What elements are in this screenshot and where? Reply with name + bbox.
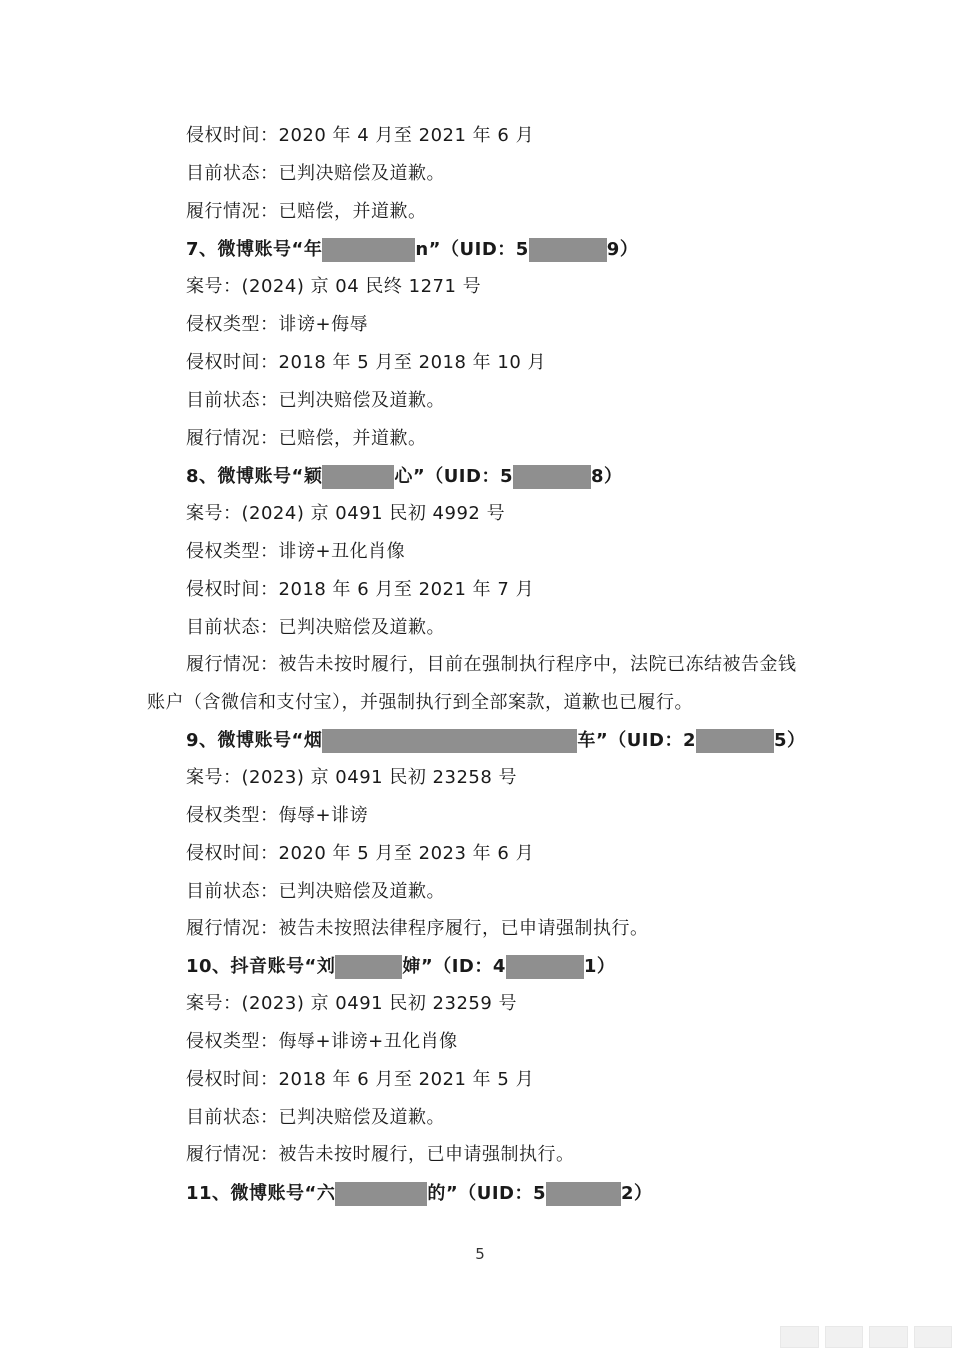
scanner-watermark <box>780 1326 952 1348</box>
text-line: 目前状态：已判决赔偿及道歉。 <box>186 390 445 411</box>
text-line: 案号：(2023) 京 0491 民初 23258 号 <box>186 767 518 788</box>
text-line: 侵权类型：诽谤+丑化肖像 <box>186 541 406 562</box>
redaction-bar <box>529 238 607 262</box>
case-heading-7 <box>186 236 638 264</box>
watermark-block <box>780 1326 819 1348</box>
watermark-block <box>914 1326 953 1348</box>
redaction-bar <box>322 465 394 489</box>
redaction-bar <box>546 1182 621 1206</box>
text-line: 侵权时间：2018 年 6 月至 2021 年 7 月 <box>186 579 535 600</box>
case-heading-8 <box>186 463 623 491</box>
heading-prefix: 8、微博账号“颖 <box>186 466 323 487</box>
text-line: 目前状态：已判决赔偿及道歉。 <box>186 617 445 638</box>
text-line: 侵权时间：2018 年 6 月至 2021 年 5 月 <box>186 1069 535 1090</box>
heading-prefix: 10、抖音账号“刘 <box>186 956 336 977</box>
watermark-block <box>825 1326 864 1348</box>
heading-suffix: 1） <box>583 956 616 977</box>
heading-prefix: 9、微博账号“烟 <box>186 730 323 751</box>
redaction-bar <box>696 729 774 753</box>
text-line: 目前状态：已判决赔偿及道歉。 <box>186 1107 445 1128</box>
text-line: 履行情况：被告未按时履行，目前在强制执行程序中，法院已冻结被告金钱 <box>186 654 797 675</box>
text-line: 侵权类型：侮辱+诽谤+丑化肖像 <box>186 1031 458 1052</box>
text-line: 目前状态：已判决赔偿及道歉。 <box>186 163 445 184</box>
text-line: 履行情况：已赔偿，并道歉。 <box>186 428 427 449</box>
heading-suffix: 2） <box>621 1183 653 1204</box>
redaction-bar <box>335 1182 427 1206</box>
heading-mid: 婶”（ID：4 <box>402 956 506 977</box>
text-line: 案号：(2024) 京 04 民终 1271 号 <box>186 276 482 297</box>
heading-suffix: 9） <box>606 239 639 260</box>
watermark-block <box>869 1326 908 1348</box>
case-heading-10 <box>186 953 615 981</box>
heading-suffix: 8） <box>590 466 623 487</box>
text-line: 侵权时间：2018 年 5 月至 2018 年 10 月 <box>186 352 547 373</box>
heading-mid: 心”（UID：5 <box>394 466 513 487</box>
redaction-bar <box>322 729 577 753</box>
heading-mid: 的”（UID：5 <box>427 1183 546 1204</box>
text-line: 案号：(2024) 京 0491 民初 4992 号 <box>186 503 506 524</box>
redaction-bar <box>513 465 591 489</box>
case-heading-11 <box>186 1180 653 1208</box>
text-line: 案号：(2023) 京 0491 民初 23259 号 <box>186 993 518 1014</box>
page-number: 5 <box>475 1245 485 1263</box>
redaction-bar <box>335 955 402 979</box>
heading-suffix: 5） <box>773 730 806 751</box>
heading-prefix: 11、微博账号“六 <box>186 1183 336 1204</box>
heading-mid: 车”（UID：2 <box>577 730 696 751</box>
text-line: 侵权类型：诽谤+侮辱 <box>186 314 369 335</box>
text-line: 履行情况：被告未按照法律程序履行，已申请强制执行。 <box>186 918 649 939</box>
heading-mid: n”（UID：5 <box>415 239 529 260</box>
redaction-bar <box>322 238 415 262</box>
heading-prefix: 7、微博账号“年 <box>186 239 323 260</box>
redaction-bar <box>506 955 584 979</box>
text-line: 履行情况：被告未按时履行，已申请强制执行。 <box>186 1144 575 1165</box>
text-line: 侵权时间：2020 年 4 月至 2021 年 6 月 <box>186 125 535 146</box>
case-heading-9 <box>186 727 806 755</box>
text-line: 侵权时间：2020 年 5 月至 2023 年 6 月 <box>186 843 535 864</box>
text-line: 目前状态：已判决赔偿及道歉。 <box>186 881 445 902</box>
text-line: 履行情况：已赔偿，并道歉。 <box>186 201 427 222</box>
text-line: 侵权类型：侮辱+诽谤 <box>186 805 369 826</box>
text-line: 账户（含微信和支付宝），并强制执行到全部案款，道歉也已履行。 <box>147 692 693 713</box>
